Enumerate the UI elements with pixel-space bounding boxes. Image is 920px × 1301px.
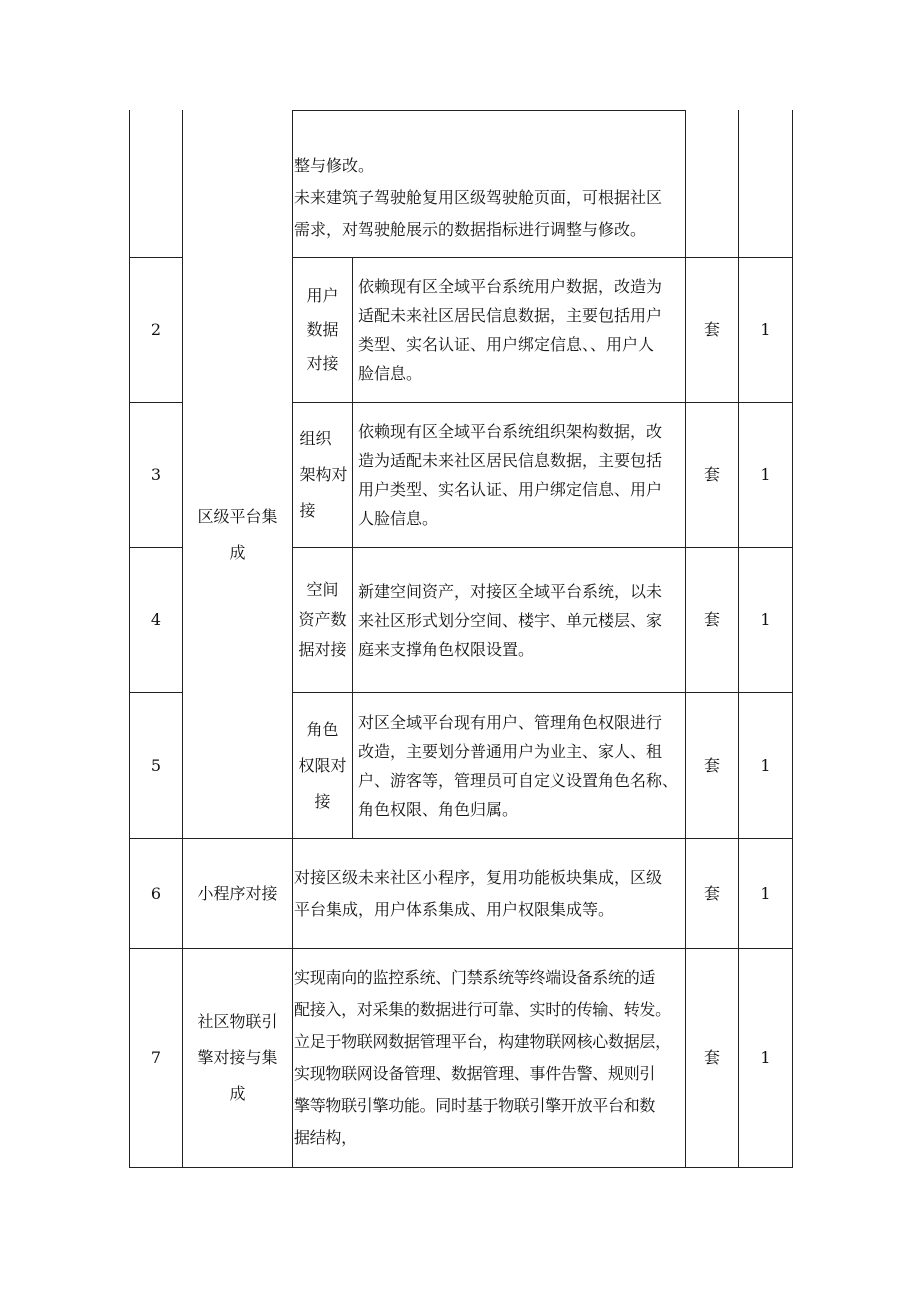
row5-qty: 1 bbox=[760, 755, 771, 775]
row7-qty: 1 bbox=[760, 1048, 771, 1067]
row3-description: 依赖现有区全域平台系统组织架构数据，改 造为适配未来社区居民信息数据，主要包括 用户类型、实名认证、用户绑定信息、用户 人脸信息。 bbox=[358, 422, 663, 528]
row2-desc-cell bbox=[353, 258, 685, 402]
group-region-label: 区级平台集 成 bbox=[197, 507, 278, 562]
row2-subitem: 用户 数据 对接 bbox=[306, 286, 339, 373]
row2-unit: 套 bbox=[703, 320, 720, 339]
row4-no: 4 bbox=[150, 610, 162, 629]
row2-no: 2 bbox=[150, 320, 162, 339]
row6-unit: 套 bbox=[703, 883, 720, 903]
row7-description: 实现南向的监控系统、门禁系统等终端设备系统的适 配接入，对采集的数据进行可靠、实时的传输、转发。 立足于物联网数据管理平台，构建物联网核心数据层， 实现物联网设备管理、数据管理、事件告警、规则引 擎等物联引擎功能。同时基于物联引擎开放平台和数 据结构， bbox=[294, 968, 671, 1147]
row1-description: 整与修改。 未来建筑子驾驶舱复用区级驾驶舱页面，可根据社区 需求，对驾驶舱展示的数据指标进行调整与修改。 bbox=[294, 156, 663, 239]
row1-top-border bbox=[292, 110, 685, 111]
row7-unit: 套 bbox=[703, 1048, 720, 1067]
row7-item-cell bbox=[183, 949, 292, 1167]
table-row-1 bbox=[293, 150, 685, 257]
row2-sub-cell bbox=[293, 258, 352, 402]
row5-no: 5 bbox=[150, 755, 162, 775]
row2-qty: 1 bbox=[760, 320, 771, 339]
row4-sub-cell bbox=[293, 548, 352, 692]
row5-desc-cell bbox=[353, 693, 685, 838]
row7-no: 7 bbox=[150, 1048, 162, 1067]
col-border-5 bbox=[792, 110, 793, 1168]
row4-desc-cell bbox=[353, 548, 685, 692]
row3-sub-cell bbox=[293, 403, 352, 547]
row7-item: 社区物联引 擎对接与集 成 bbox=[197, 1012, 278, 1103]
row3-desc-cell bbox=[353, 403, 685, 547]
table-bottom-border bbox=[129, 1167, 793, 1168]
row4-subitem: 空间 资产数 据对接 bbox=[298, 580, 347, 659]
row5-unit: 套 bbox=[703, 755, 720, 775]
row5-subitem: 角色 权限对 接 bbox=[298, 719, 347, 811]
row4-unit: 套 bbox=[703, 610, 720, 629]
row3-unit: 套 bbox=[703, 465, 720, 484]
row4-description: 新建空间资产，对接区全域平台系统，以未 来社区形式划分空间、楼宇、单元楼层、家 庭来支撑角色权限设置。 bbox=[358, 581, 663, 659]
row3-subitem: 组织 架构对 接 bbox=[299, 429, 348, 520]
row6-description: 对接区级未来社区小程序，复用功能板块集成，区级 平台集成，用户体系集成、用户权限集成等。 bbox=[294, 867, 663, 919]
row5-sub-cell bbox=[293, 693, 352, 838]
row6-qty: 1 bbox=[760, 883, 771, 903]
row7-desc-cell bbox=[293, 949, 685, 1167]
row6-item: 小程序对接 bbox=[197, 883, 278, 903]
row2-description: 依赖现有区全域平台系统用户数据，改造为 适配未来社区居民信息数据，主要包括用户 类型、实名认证、用户绑定信息、、用户人 脸信息。 bbox=[358, 277, 663, 383]
row3-qty: 1 bbox=[760, 465, 771, 484]
row3-no: 3 bbox=[150, 465, 162, 484]
row5-description: 对区全域平台现有用户、管理角色权限进行 改造，主要划分普通用户为业主、家人、租 户、游客等，管理员可自定义设置角色名称、 角色权限、角色归属。 bbox=[358, 712, 679, 819]
row6-no: 6 bbox=[150, 883, 162, 903]
row4-qty: 1 bbox=[760, 610, 771, 629]
group-region-platform bbox=[183, 490, 292, 580]
row6-desc-cell bbox=[293, 839, 685, 948]
